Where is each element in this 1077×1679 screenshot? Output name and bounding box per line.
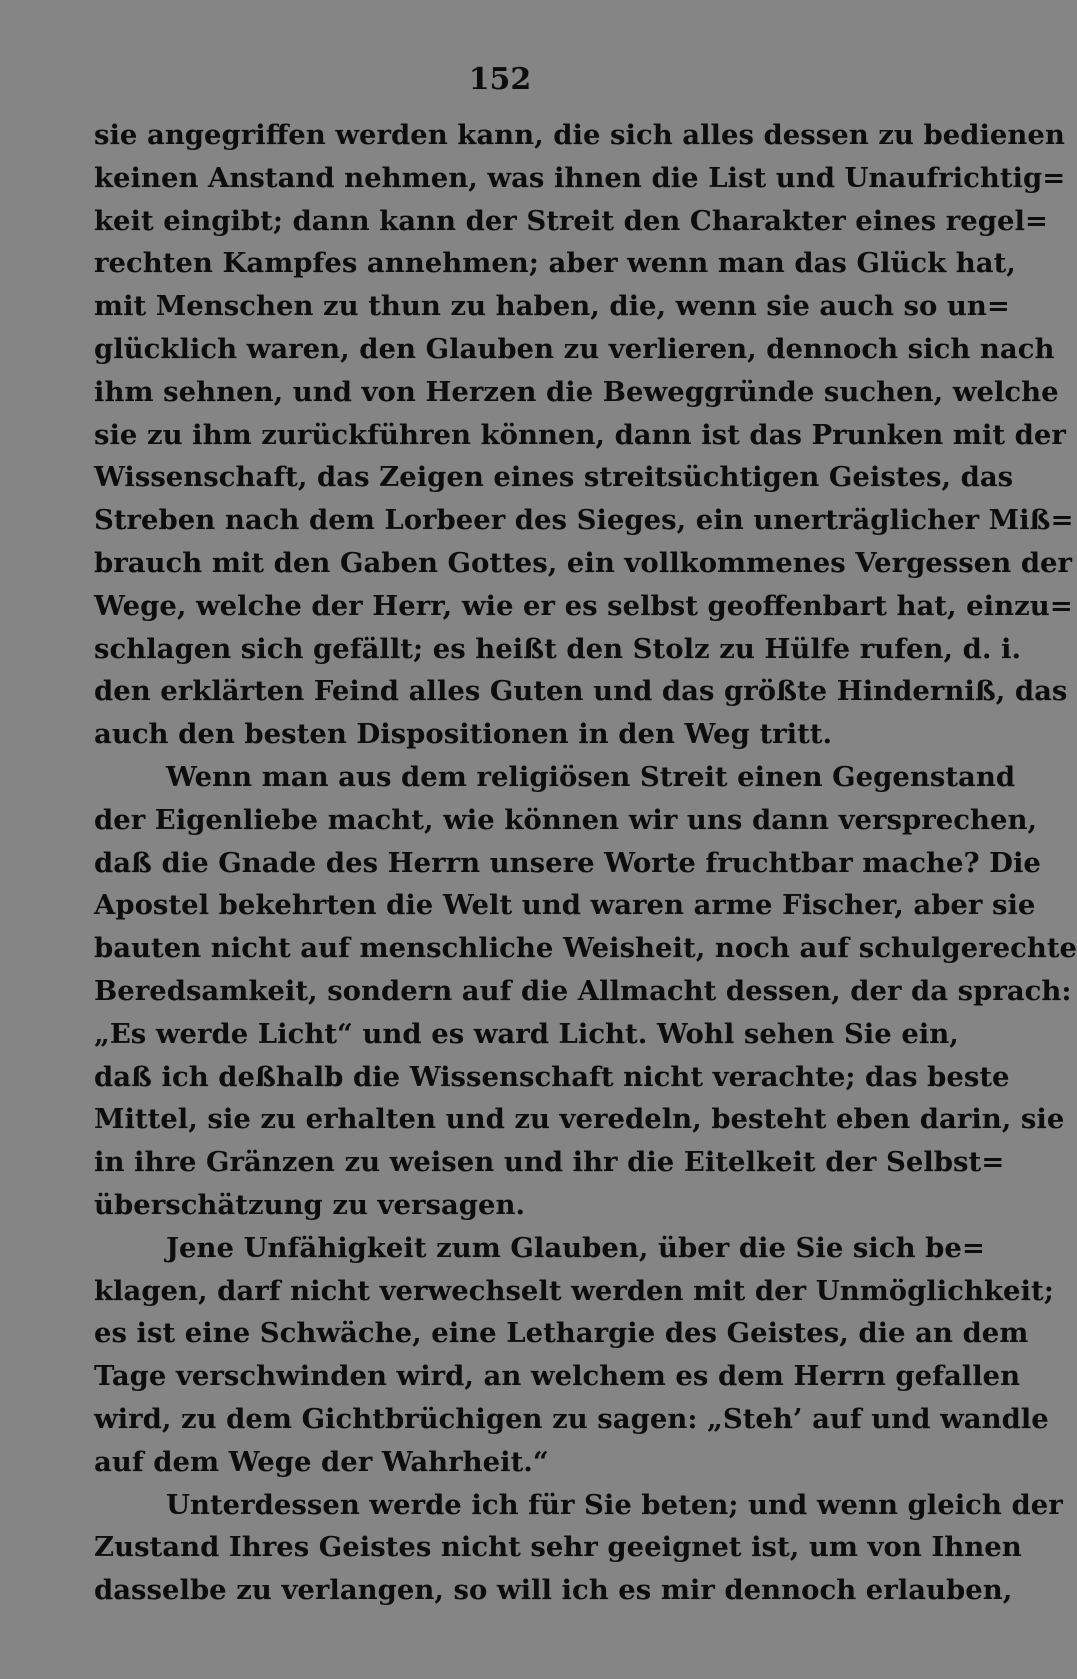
text-line: Mittel, sie zu erhalten und zu veredeln, besteht eben darin, sie	[94, 1103, 1065, 1136]
text-line: Beredsamkeit, sondern auf die Allmacht dessen, der da sprach:	[94, 974, 1072, 1007]
paragraph-2	[94, 756, 1077, 1227]
text-line: sie zu ihm zurückführen können, dann ist das Prunken mit der	[94, 418, 1066, 451]
text-line: überschätzung zu versagen.	[94, 1188, 526, 1221]
text-line: Streben nach dem Lorbeer des Sieges, ein unerträglicher Miß=	[94, 504, 1074, 537]
text-line: daß ich deßhalb die Wissenschaft nicht verachte; das beste	[94, 1060, 1010, 1093]
text-line: Tage verschwinden wird, an welchem es dem Herrn gefallen	[94, 1360, 1021, 1393]
text-line: keinen Anstand nehmen, was ihnen die List und Unaufrichtig=	[94, 161, 1066, 194]
page-number: 152	[468, 62, 532, 97]
text-line: Wenn man aus dem religiösen Streit einen Gegenstand	[166, 760, 1016, 793]
text-line: mit Menschen zu thun zu haben, die, wenn sie auch so un=	[94, 290, 1010, 323]
text-line: schlagen sich gefällt; es heißt den Stolz zu Hülfe rufen, d. i.	[94, 632, 1022, 665]
text-line: daß die Gnade des Herrn unsere Worte fruchtbar mache? Die	[94, 846, 1041, 879]
text-line: wird, zu dem Gichtbrüchigen zu sagen: „Steh’ auf und wandle	[94, 1402, 1049, 1435]
text-line: bauten nicht auf menschliche Weisheit, noch auf schulgerechte	[94, 932, 1077, 965]
text-line: sie angegriffen werden kann, die sich alles dessen zu bedienen	[94, 119, 1065, 151]
text-line: „Es werde Licht“ und es ward Licht. Wohl sehen Sie ein,	[94, 1017, 959, 1050]
text-line: den erklärten Feind alles Guten und das größte Hinderniß, das	[94, 675, 1068, 708]
paragraph-4	[94, 1484, 1063, 1612]
text-line: rechten Kampfes annehmen; aber wenn man das Glück hat,	[94, 247, 1016, 280]
text-line: ihm sehnen, und von Herzen die Beweggründe suchen, welche	[94, 375, 1059, 408]
text-line: Apostel bekehrten die Welt und waren arme Fischer, aber sie	[94, 889, 1036, 922]
text-line: brauch mit den Gaben Gottes, ein vollkommenes Vergessen der	[94, 546, 1073, 579]
text-line: der Eigenliebe macht, wie können wir uns dann versprechen,	[94, 803, 1038, 836]
text-line: in ihre Gränzen zu weisen und ihr die Eitelkeit der Selbst=	[94, 1146, 1005, 1179]
text-line: auf dem Wege der Wahrheit.“	[94, 1445, 549, 1478]
text-line: es ist eine Schwäche, eine Lethargie des Geistes, die an dem	[94, 1317, 1029, 1350]
text-line: auch den besten Dispositionen in den Weg tritt.	[94, 718, 833, 751]
text-line: klagen, darf nicht verwechselt werden mit der Unmöglichkeit;	[94, 1274, 1054, 1307]
text-line: Jene Unfähigkeit zum Glauben, über die Sie sich be=	[166, 1231, 985, 1264]
text-line: Wege, welche der Herr, wie er es selbst geoffenbart hat, einzu=	[94, 589, 1073, 622]
paragraph-3	[94, 1227, 1054, 1484]
text-line: keit eingibt; dann kann der Streit den Charakter eines regel=	[94, 204, 1048, 237]
text-line: Wissenschaft, das Zeigen eines streitsüchtigen Geistes, das	[94, 461, 1014, 494]
paragraph-1	[94, 114, 1074, 756]
text-line: Zustand Ihres Geistes nicht sehr geeignet ist, um von Ihnen	[94, 1531, 1022, 1564]
text-line: Unterdessen werde ich für Sie beten; und wenn gleich der	[166, 1488, 1063, 1521]
body-text	[94, 114, 1077, 1612]
text-line: glücklich waren, den Glauben zu verlieren, dennoch sich nach	[94, 332, 1055, 365]
text-line: dasselbe zu verlangen, so will ich es mir dennoch erlauben,	[94, 1574, 1013, 1607]
